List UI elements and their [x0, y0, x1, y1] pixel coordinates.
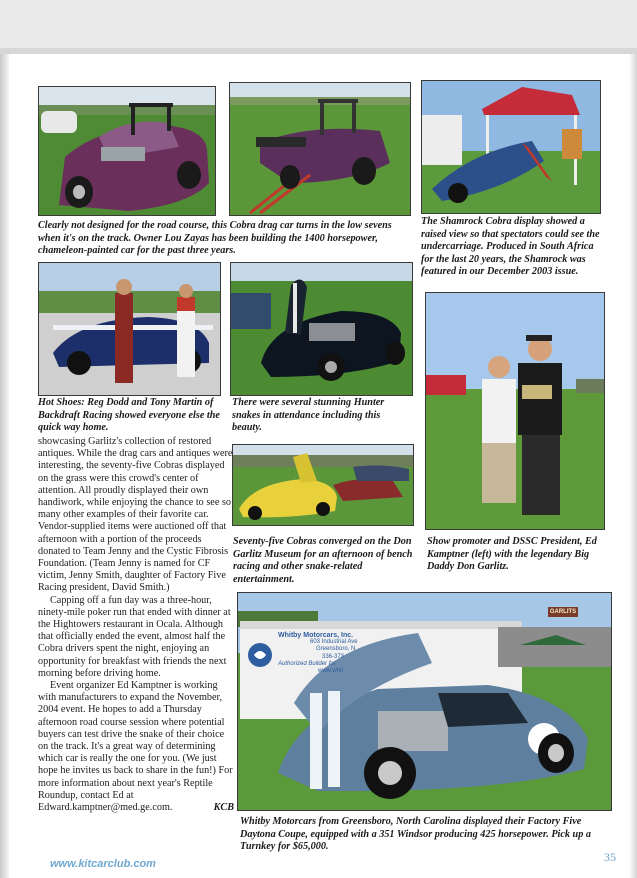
footer-url-link[interactable]: www.kitcarclub.com: [50, 858, 156, 870]
trailer-sign-line5: www.whit: [318, 668, 344, 675]
caption-hunter: There were several stunning Hunter snakes in attendance including this beauty.: [232, 397, 385, 433]
photo-shamrock-display: [421, 80, 601, 214]
article-paragraph-3-text: Event organizer Ed Kamptner is working with manufacturers to expand the November, 2004 event. He hopes to add a Thursday afternoon road course session where potential buyers can test drive the snake of their choice on the track. It's a great way of determining which car is really the one for you. (We just hope he invites us back to share in the fun!) For more information about next year's Reptile Roundup, contact Ed at Edward.kamptner@med.ge.com.: [38, 680, 233, 814]
page-binding-edge: [0, 54, 9, 878]
trailer-sign-line2: Greensboro, N: [316, 646, 356, 653]
article-paragraph-3: [38, 680, 234, 814]
trailer-sign-name: Whitby Motorcars, Inc.: [278, 632, 354, 639]
caption-whitby: Whitby Motorcars from Greensboro, North Carolina displayed their Factory Five Daytona Coupe, equipped with a 351 Windsor producing 425 horsepower. Pick up a Turnkey for $65,000.: [240, 816, 591, 852]
caption-promoter: Show promoter and DSSC President, Ed Kamptner (left) with the legendary Big Daddy Don Garlitz.: [427, 536, 597, 572]
article-body: [38, 436, 234, 814]
photo-promoter-garlitz: [425, 292, 605, 530]
photo-drag-cobra: [38, 86, 216, 216]
trailer-sign-line1: 603 Industrial Ave: [310, 639, 358, 646]
article-paragraph-2: Capping off a fun day was a three-hour, ninety-mile poker run that ended with dinner at the Hightowers restaurant in Ocala. Although that officially ended the event, almost half the Cobra drivers spent the night, enjoying an opportunity for breakfast with friends the next morning before driving home.: [38, 594, 231, 679]
caption-drag-cobra: Clearly not designed for the road course, this Cobra drag car turns in the low sevens when it's on the track. Owner Lou Zayas has been building the 1400 horsepower, chameleon-painted car for the past three years.: [38, 220, 392, 256]
author-signature: KCB: [213, 802, 234, 814]
page-number: 35: [604, 850, 616, 864]
scan-top-gutter: [0, 0, 637, 54]
photo-drag-cobra-rear: [229, 82, 411, 216]
trailer-sign-line4: Authorized Builder for: [278, 660, 336, 667]
caption-seventy-five: Seventy-five Cobras converged on the Don Garlitz Museum for an afternoon of bench racing and other snake-related entertainment.: [233, 536, 413, 585]
trailer-sign: [278, 632, 388, 675]
caption-hot-shoes: Hot Shoes: Reg Dodd and Tony Martin of Backdraft Racing showed everyone else the quick way home.: [38, 397, 220, 433]
article-paragraph-1: showcasing Garlitz's collection of restored antiques. While the drag cars and antiques were interesting, the seventy-five Cobras displayed on the grass were this crowd's center of attention. All proudly displayed their own handiwork, while enjoying the chance to see so many other examples of their favorite car. Vendor-supplied items were auctioned off that afternoon with a portion of the proceeds donated to Team Jenny and the Cystic Fibrosis Foundation. (Team Jenny is named for CF victim, Jenny Smith, daughter of Factory Five Racing president, David Smith.): [38, 436, 233, 594]
photo-hot-shoes: [38, 262, 221, 396]
garlits-sign: GARLITS: [549, 609, 577, 615]
photo-seventy-five-cobras: [232, 444, 414, 526]
photo-whitby-coupe: [237, 592, 612, 811]
caption-shamrock: The Shamrock Cobra display showed a raised view so that spectators could see the undercarriage. Produced in South Africa for the last 20 years, the Shamrock was featured in our December 2003 issue.: [421, 216, 600, 277]
page-right-edge: [629, 54, 637, 878]
photo-hunter-cobra: [230, 262, 413, 396]
trailer-sign-line3: 336-373: [322, 653, 345, 660]
